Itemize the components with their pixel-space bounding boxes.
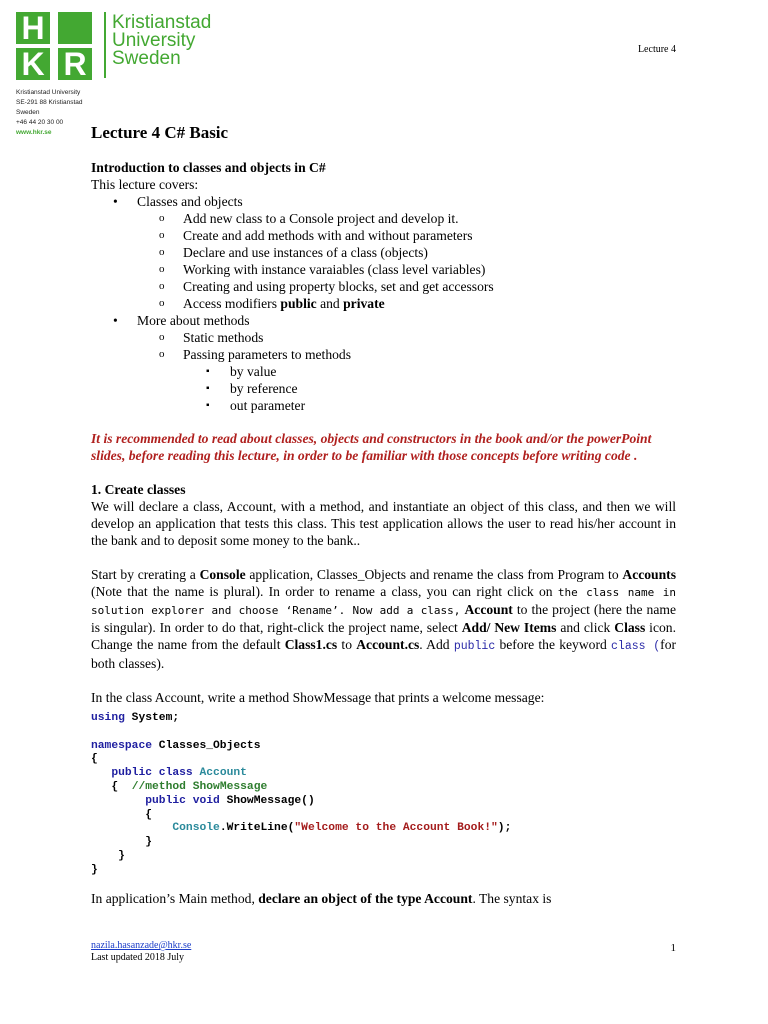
section-paragraph-3: In the class Account, write a method ShowMessage that prints a welcome message: xyxy=(91,690,545,705)
outline-subitem: o Creating and using property blocks, set and get accessors xyxy=(91,278,676,295)
intro-heading: Introduction to classes and objects in C# xyxy=(91,160,326,175)
outline-subitem: o Static methods xyxy=(91,329,676,346)
logo-divider xyxy=(104,12,106,78)
section-paragraph-4: In application’s Main method, declare an object of the type Account. The syntax is xyxy=(91,890,552,906)
access-and: and xyxy=(316,296,344,311)
covers-label: This lecture covers: xyxy=(91,177,199,192)
author-email-link[interactable]: nazila.hasanzade@hkr.se xyxy=(91,940,192,951)
address-line: SE-291 88 Kristianstad xyxy=(16,99,83,106)
page-footer xyxy=(91,940,191,964)
logo-name-line-2: University xyxy=(112,30,196,51)
outline-item: • Classes and objects xyxy=(91,193,676,210)
logo-letter-r: R xyxy=(58,48,92,80)
outline-list xyxy=(91,193,676,414)
last-updated: Last updated 2018 July xyxy=(91,952,185,963)
recommendation-note: It is recommended to read about classes, objects and constructors in the book and/or the powerPoint slides, before reading this lecture, in order to be familiar with those concepts before writing code . xyxy=(91,431,652,463)
page-number: 1 xyxy=(670,942,676,954)
access-prefix: Access modifiers xyxy=(183,296,281,311)
outline-subitem: o Add new class to a Console project and develop it. xyxy=(91,210,676,227)
document-body xyxy=(91,124,676,907)
outline-subsubitem: ▪ by reference xyxy=(91,380,676,397)
code-block: using System; namespace Classes_Objects { public class Account { //method ShowMessage public void ShowMessage() { Console.WriteLine("Welcome to the Account Book!"); } } } xyxy=(91,712,512,876)
outline-subsubitem: ▪ out parameter xyxy=(91,397,676,414)
logo-letter-h: H xyxy=(16,12,50,44)
address-line: Kristianstad University xyxy=(16,89,81,96)
outline-item: • More about methods xyxy=(91,312,676,329)
logo-letter-k: K xyxy=(16,48,50,80)
outline-subsubitem: ▪ by value xyxy=(91,363,676,380)
logo-name-line-1: Kristianstad xyxy=(112,12,212,33)
outline-subitem-access xyxy=(91,295,676,312)
outline-subitem: o Passing parameters to methods xyxy=(91,346,676,363)
address-line: +46 44 20 30 00 xyxy=(16,119,64,126)
running-header: Lecture 4 xyxy=(637,44,676,55)
university-logo xyxy=(16,10,212,82)
outline-subitem: o Create and add methods with and without parameters xyxy=(91,227,676,244)
address-line: Sweden xyxy=(16,109,40,116)
website-link[interactable]: www.hkr.se xyxy=(16,129,52,136)
logo-letter-k-top xyxy=(58,12,92,44)
access-private: private xyxy=(343,296,385,311)
section-heading: 1. Create classes xyxy=(91,482,186,497)
page-title: Lecture 4 C# Basic xyxy=(91,123,229,142)
university-address xyxy=(16,88,82,138)
access-public: public xyxy=(280,296,317,311)
logo-name-line-3: Sweden xyxy=(112,48,181,69)
section-paragraph-2: Start by crerating a Console application, Classes_Objects and rename the class from Program to Accounts (Note that the name is plural). In order to rename a class, you can right click on the class name in solution explorer and choose ‘Rename’. Now add a class, Account to the project (here the name is singular). In order to do that, right-click the project name, select Add/ New Items and click Class icon. Change the name from the default Class1.cs to Account.cs. Add public before the keyword class (for both classes). xyxy=(91,567,677,671)
outline-subitem: o Working with instance varaiables (class level variables) xyxy=(91,261,676,278)
outline-subitem: o Declare and use instances of a class (objects) xyxy=(91,244,676,261)
section-paragraph-1: We will declare a class, Account, with a method, and instantiate an object of this class, and then we will develop an application that tests this class. This test application allows the user to read his/her account in the bank and to deposit some money to the bank.. xyxy=(91,499,676,548)
